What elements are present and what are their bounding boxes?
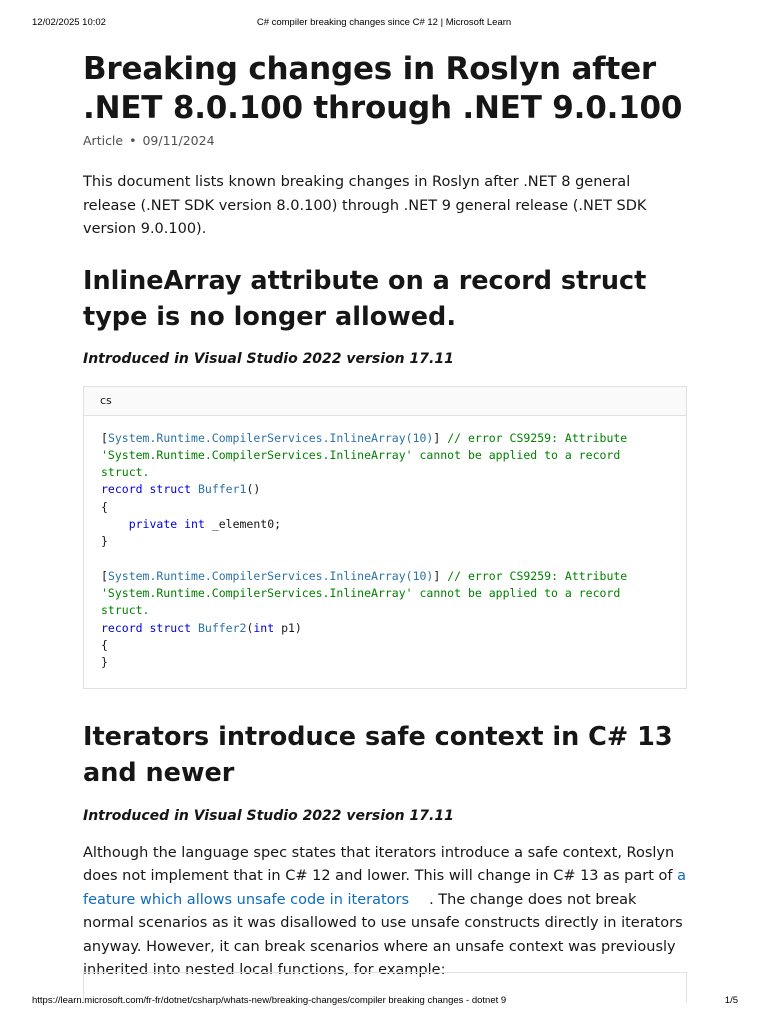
- code-token: {: [101, 499, 108, 514]
- code-token: System.Runtime.CompilerServices.InlineArray(10): [107, 568, 434, 583]
- code-keyword: int: [253, 620, 275, 635]
- article-type: Article: [83, 133, 124, 148]
- code-token: {: [101, 638, 108, 653]
- code-keyword: record: [101, 620, 143, 635]
- code-keyword: struct: [149, 620, 192, 635]
- meta-separator: •: [129, 133, 137, 148]
- code-comment: struct.: [101, 465, 150, 480]
- code-keyword: int: [184, 516, 205, 531]
- code-token: _element0;: [204, 516, 282, 531]
- code-keyword: record: [101, 482, 143, 497]
- code-comment: 'System.Runtime.CompilerServices.InlineArray' cannot be applied to a record: [101, 586, 621, 601]
- code-comment: // error CS9259: Attribute: [440, 568, 628, 583]
- page-number: 1/5: [724, 995, 738, 1006]
- code-token: (: [246, 620, 254, 635]
- code-language-label: cs: [84, 387, 686, 416]
- introduced-note: Introduced in Visual Studio 2022 version 17.11: [83, 350, 454, 367]
- print-date: 12/02/2025 10:02: [32, 17, 106, 28]
- code-comment: 'System.Runtime.CompilerServices.InlineArray' cannot be applied to a record: [101, 447, 621, 462]
- code-type: Buffer2: [197, 620, 247, 635]
- code-content[interactable]: [84, 416, 686, 688]
- code-token: p1): [274, 620, 302, 635]
- section-heading-iterators: Iterators introduce safe context in C# 13 and newer: [83, 721, 673, 788]
- paragraph-text: . The change does not break normal scenarios as it was disallowed to use unsafe constructs directly in iterators anyway. However, it can break scenarios where an unsafe context was previously inherited into nested local functions, for example:: [83, 891, 683, 979]
- section-heading-inlinearray: InlineArray attribute on a record struct type is no longer allowed.: [83, 265, 647, 332]
- code-token: System.Runtime.CompilerServices.InlineArray(10): [107, 430, 434, 445]
- article-date: 09/11/2024: [142, 133, 215, 148]
- code-comment: // error CS9259: Attribute: [440, 430, 628, 445]
- code-token: }: [101, 534, 108, 549]
- article-content: [83, 50, 687, 983]
- paragraph-text: Although the language spec states that iterators introduce a safe context, Roslyn does not implement that in C# 12 and lower. This will change in C# 13 as part of: [83, 844, 678, 885]
- print-header: [0, 17, 768, 31]
- page-title: Breaking changes in Roslyn after .NET 8.0.100 through .NET 9.0.100: [83, 51, 683, 126]
- article-meta: [83, 133, 687, 149]
- code-block: [83, 386, 687, 689]
- print-url: https://learn.microsoft.com/fr-fr/dotnet/csharp/whats-new/breaking-changes/compiler breaking changes - dotnet 9: [32, 995, 507, 1006]
- print-footer: [0, 995, 768, 1009]
- code-comment: struct.: [101, 603, 150, 618]
- feature-link[interactable]: a feature which allows unsafe code in iterators: [83, 868, 687, 908]
- code-token: [: [101, 430, 108, 445]
- intro-paragraph: This document lists known breaking changes in Roslyn after .NET 8 general release (.NET SDK version 8.0.100) through .NET 9 general release (.NET SDK version 9.0.100).: [83, 174, 647, 237]
- code-token: (): [246, 482, 261, 497]
- code-keyword: private: [128, 516, 178, 531]
- introduced-note: Introduced in Visual Studio 2022 version 17.11: [83, 807, 454, 824]
- code-token: [: [101, 568, 108, 583]
- code-keyword: struct: [149, 482, 192, 497]
- print-page-title: C# compiler breaking changes since C# 12 | Microsoft Learn: [256, 17, 512, 28]
- code-token: ]: [433, 568, 441, 583]
- iterators-paragraph: [83, 842, 687, 983]
- code-type: Buffer1: [197, 482, 247, 497]
- code-token: ]: [433, 430, 441, 445]
- code-token: }: [101, 655, 108, 670]
